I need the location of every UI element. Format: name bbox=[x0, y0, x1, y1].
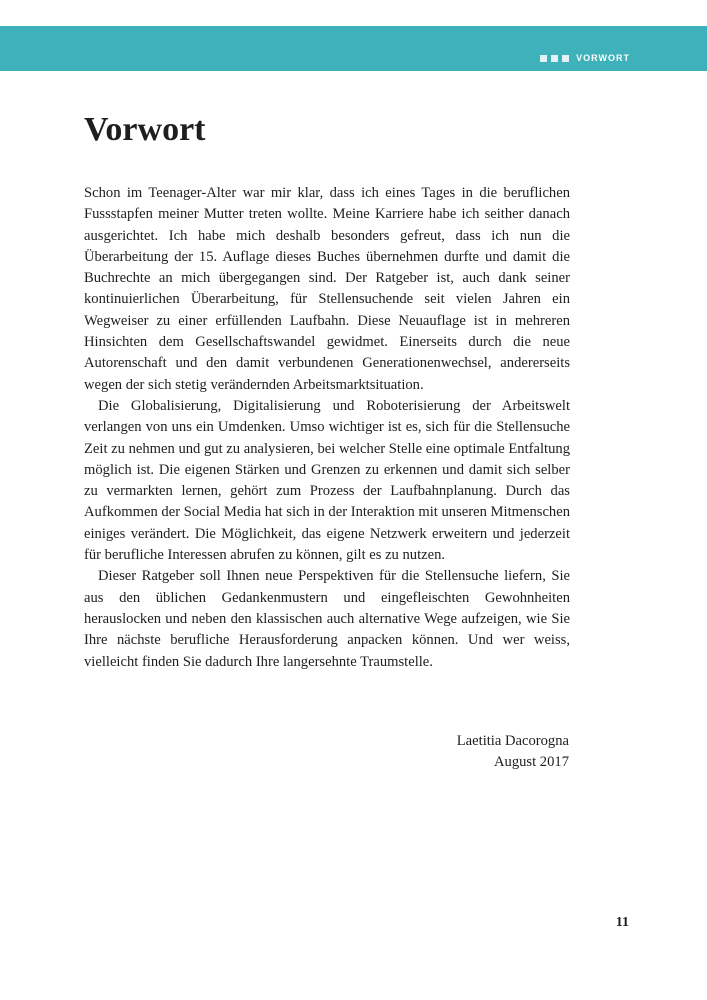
paragraph: Schon im Teenager-Alter war mir klar, dass ich eines Tages in die beruflichen Fussstapfen meiner Mutter treten wollte. Meine Karriere habe ich seither danach ausgerichtet. Ich habe mich deshalb besonders gefreut, dass ich nun die Überarbeitung der 15. Auflage dieses Buches übernehmen durfte und damit die Buchrechte an mich übergegangen sind. Der Ratgeber ist, auch dank seiner kontinuierlichen Überarbeitung, für Stellensuchende seit vielen Jahren ein Wegweiser zu einer erfüllenden Laufbahn. Diese Neuauflage ist in mehreren Hinsichten dem Gesellschaftswandel gewidmet. Einerseits durch die neue Autorenschaft und den damit verbundenen Generationenwechsel, andererseits wegen der sich stetig verändernden Arbeitsmarktsituation. bbox=[84, 185, 570, 393]
page-number: 11 bbox=[615, 915, 629, 930]
square-icon bbox=[551, 55, 558, 62]
paragraph: Dieser Ratgeber soll Ihnen neue Perspektiven für die Stellensuche liefern, Sie aus den üblichen Gedankenmustern und eingefleischten Gewohnheiten herauslocken und neben den klassischen auch alternative Wege aufzeigen, wie Sie Ihre nächste berufliche Herausforderung anpacken können. Und wer weiss, vielleicht finden Sie dadurch Ihre langersehnte Traumstelle. bbox=[84, 568, 570, 670]
section-label: VORWORT bbox=[576, 53, 630, 63]
paragraph: Die Globalisierung, Digitalisierung und Roboterisierung der Arbeitswelt verlangen von uns ein Umdenken. Umso wichtiger ist es, sich für die Stellensuche Zeit zu nehmen und gut zu analysieren, bei welcher Stelle eine optimale Entfaltung möglich ist. Die eigenen Stärken und Grenzen zu erkennen und damit sich selber zu vermarkten lernen, gehört zum Prozess der Laufbahnplanung. Durch das Aufkommen der Social Media hat sich in der Interaktion mit unseren Mitmenschen einiges verändert. Die Möglichkeit, das eigene Netzwerk erweitern und jederzeit für berufliche Interessen abrufen zu können, gilt es zu nutzen. bbox=[84, 397, 570, 564]
signature-date: August 2017 bbox=[494, 754, 569, 771]
running-head bbox=[540, 51, 630, 65]
signature bbox=[457, 731, 569, 774]
body-text bbox=[84, 183, 570, 673]
signature-author: Laetitia Dacorogna bbox=[456, 733, 569, 749]
square-icon bbox=[562, 55, 569, 62]
page-title: Vorwort bbox=[84, 111, 206, 148]
square-icon bbox=[540, 55, 547, 62]
